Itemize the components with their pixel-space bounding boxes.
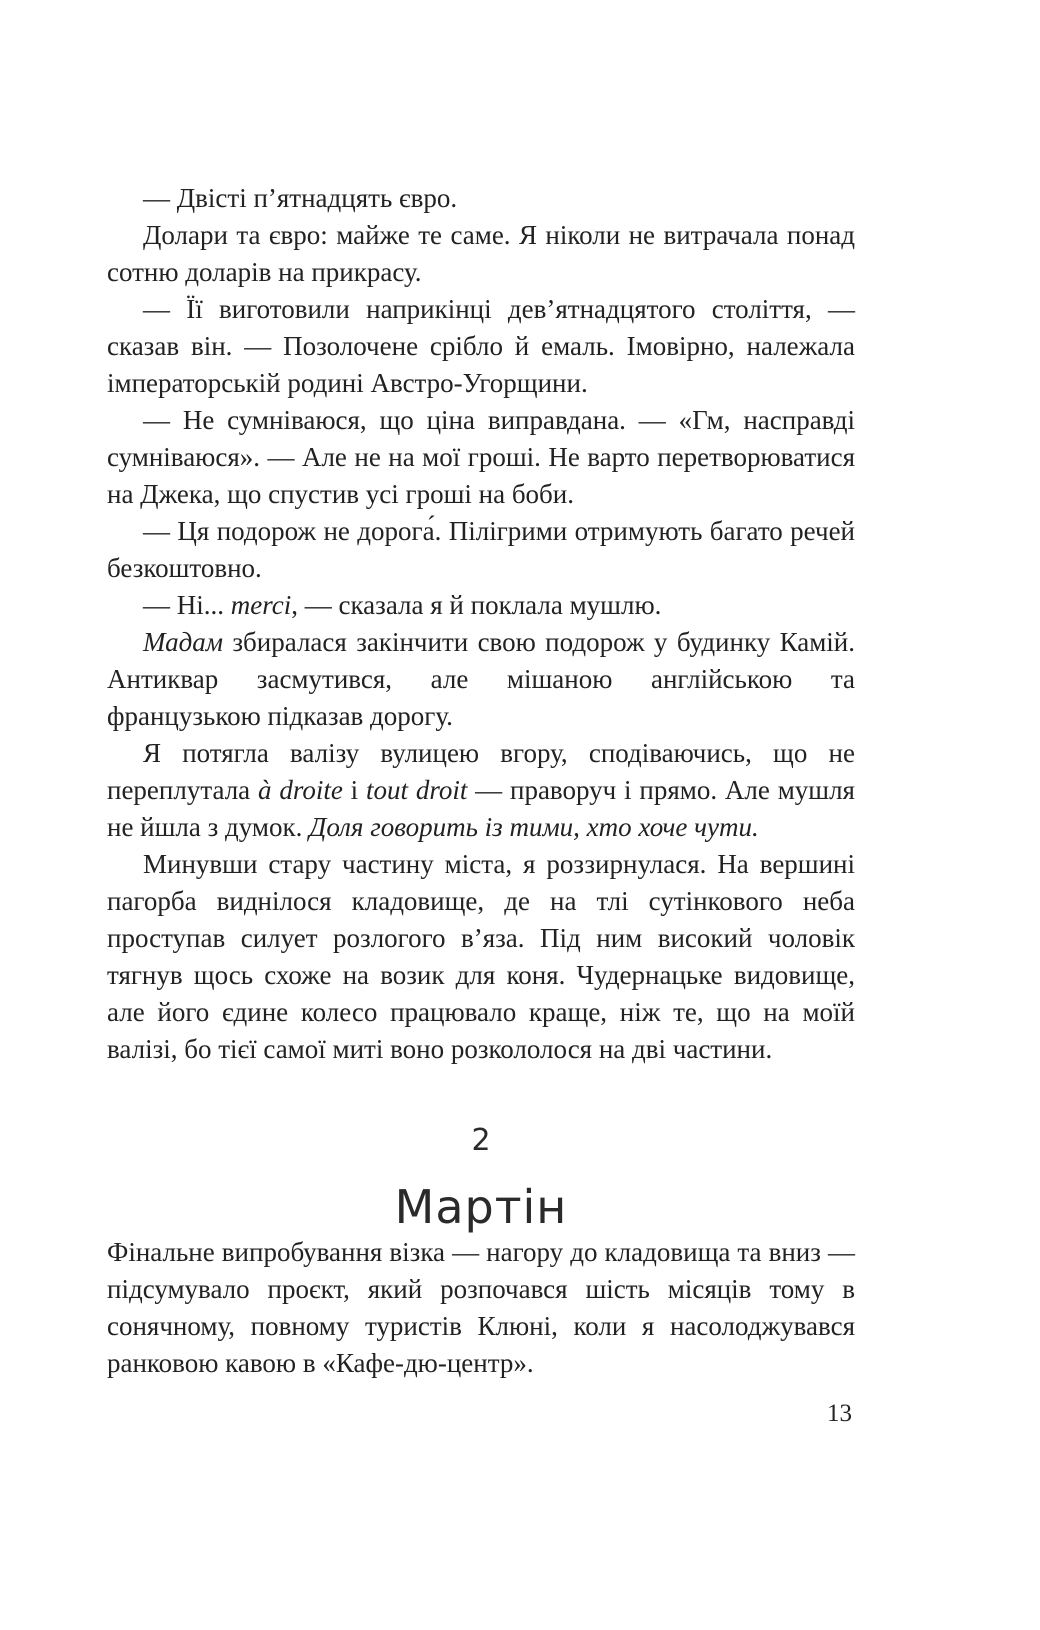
text-run-italic: Мадам <box>143 627 223 657</box>
chapter-number: 2 <box>471 1123 491 1158</box>
text-run: збиралася закінчити свою подорож у будинку Камій. Антиквар засмутився, але мішаною англійською та французькою підказав дорогу. <box>107 627 855 731</box>
text-run-italic: tout droit <box>365 775 468 805</box>
text-block <box>107 180 855 1382</box>
text-run: Я потягла валізу вулицею вгору, сподіваючись, що не переплутала <box>107 738 855 805</box>
chapter-heading <box>107 1124 855 1234</box>
text-run: Фінальне випробування візка — нагору до кладовища та вниз — підсумувало проєкт, який розпочався шість місяців тому в сонячному, повному туристів Клюні, коли я насолоджувався ранковою кавою в «Кафе-дю-центр». <box>107 1237 855 1378</box>
paragraph <box>107 735 855 846</box>
text-run: — праворуч і прямо. Але мушля не йшла з думок. <box>107 775 855 842</box>
text-run-italic: à droite <box>257 775 343 805</box>
text-run: — Її виготовили наприкінці дев’ятнадцятого століття, — сказав він. — Позолочене срібло й емаль. Імовірно, належала імператорській родині Австро-Угорщини. <box>107 294 855 398</box>
paragraph <box>107 587 855 624</box>
paragraph <box>107 624 855 735</box>
text-run: — Ця подорож не дорога́. Пілігрими отримують багато речей безкоштовно. <box>107 516 855 583</box>
text-run: , — сказала я й поклала мушлю. <box>291 590 662 620</box>
paragraph <box>107 217 855 291</box>
paragraph <box>107 513 855 587</box>
text-run: і <box>342 775 366 805</box>
text-run: — Ні... <box>143 590 231 620</box>
chapter-opening-paragraph <box>107 1234 855 1382</box>
chapter-title: Мартін <box>394 1180 568 1234</box>
paragraph <box>107 291 855 402</box>
text-run-italic: Доля говорить із тими, хто хоче чути. <box>309 812 759 842</box>
text-run: — Двісті п’ятнадцять євро. <box>143 183 458 213</box>
paragraph <box>107 180 855 217</box>
text-run-italic: merci <box>230 590 292 620</box>
text-run: Минувши стару частину міста, я роззирнулася. На вершині пагорба виднілося кладовище, де на тлі сутінкового неба проступав силует розлогого в’яза. Під ним високий чоловік тягнув щось схоже на возик для коня. Чудернацьке видовище, але його єдине колесо працювало краще, ніж те, що на моїй валізі, бо тієї самої миті воно розкололося на дві частини. <box>107 849 855 1064</box>
text-run: — Не сумніваюся, що ціна виправдана. — «Гм, насправді сумніваюся». — Але не на мої гроші. Не варто перетворюватися на Джека, що спустив усі гроші на боби. <box>107 405 855 509</box>
text-run: Долари та євро: майже те саме. Я ніколи не витрачала понад сотню доларів на прикрасу. <box>107 220 855 287</box>
page-number: 13 <box>827 1400 852 1427</box>
paragraph <box>107 402 855 513</box>
paragraph <box>107 846 855 1068</box>
